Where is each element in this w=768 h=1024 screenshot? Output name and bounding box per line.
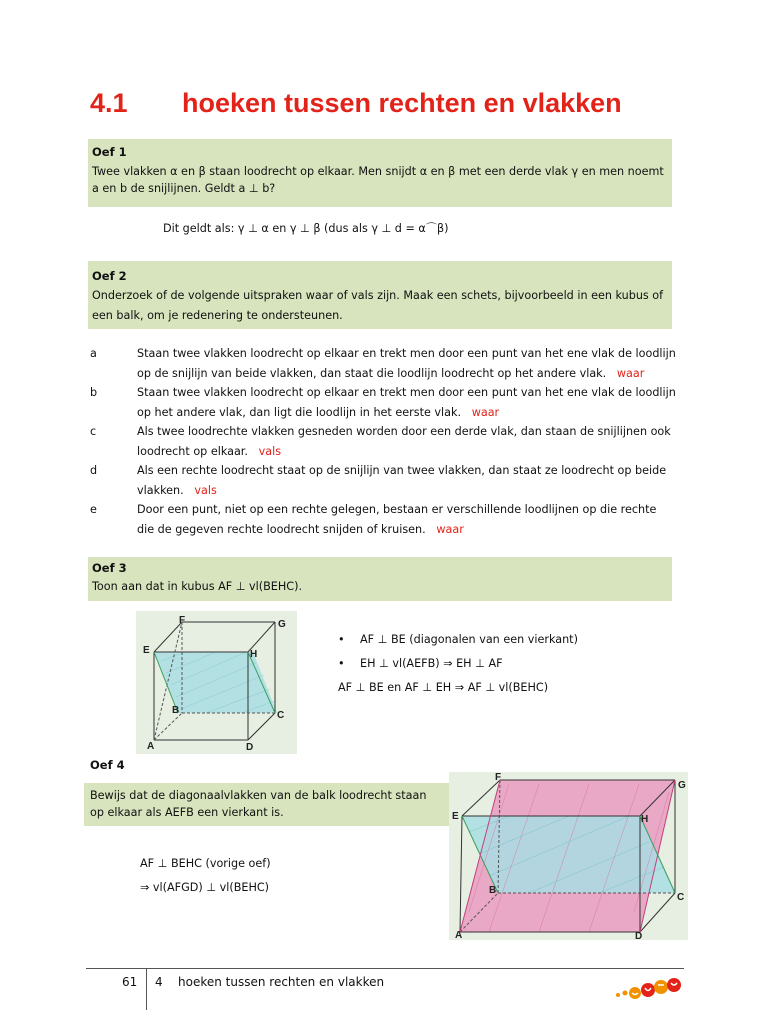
edge-ef <box>154 622 182 652</box>
point-label-e: E <box>452 811 459 822</box>
cuboid-figure <box>449 772 688 940</box>
statement-text: vlakken. <box>137 483 184 497</box>
statement-text: loodrecht op elkaar. <box>137 444 248 458</box>
statement-text: Staan twee vlakken loodrecht op elkaar en trekt men door een punt van het ene vlak de loodlijn <box>137 347 676 360</box>
edge-ab <box>154 713 182 740</box>
statement-answer: vals <box>258 444 282 458</box>
point-label-h: H <box>641 814 649 825</box>
footer-separator <box>146 968 147 1010</box>
point-label-c: C <box>677 892 685 903</box>
edge-hg <box>248 622 275 652</box>
proof-bullet: • EH ⊥ vl(AEFB) ⇒ EH ⊥ AF <box>338 652 678 676</box>
page-title <box>90 88 622 119</box>
statement-text: op het andere vlak, dan ligt die loodlijn in het eerste vlak. <box>137 405 462 419</box>
point-label-f: F <box>179 615 186 626</box>
statement-b <box>90 383 680 422</box>
exercise-1-line1: Twee vlakken α en β staan loodrecht op elkaar. Men snijdt α en β met een derde vlak γ en men noemt <box>92 165 664 178</box>
statement-text: die de gegeven rechte loodrecht snijden of kruisen. <box>137 522 426 536</box>
exercise-1-label: Oef 1 <box>92 145 127 159</box>
point-label-h: H <box>250 649 258 660</box>
proof-conclusion: AF ⊥ BE en AF ⊥ EH ⇒ AF ⊥ vl(BEHC) <box>338 681 549 694</box>
edge-dc <box>248 713 275 740</box>
exercise-3-text: Toon aan dat in kubus AF ⊥ vl(BEHC). <box>92 580 303 593</box>
chapter-number: 4 <box>155 975 163 989</box>
logo-icon <box>610 976 686 1006</box>
publisher-logo <box>610 976 686 1006</box>
exercise-3-label: Oef 3 <box>92 561 127 575</box>
cuboid-diagram <box>449 772 688 940</box>
exercise-4-line2: op elkaar als AEFB een vierkant is. <box>90 806 284 819</box>
exercise-1-answer: Dit geldt als: γ ⊥ α en γ ⊥ β (dus als γ ⊥ d = α⌒β) <box>163 222 449 235</box>
point-label-b: B <box>172 705 180 716</box>
point-label-d: D <box>635 931 643 940</box>
statement-text: op de snijlijn van beide vlakken, dan staat die loodlijn loodrecht op het andere vlak. <box>137 366 607 380</box>
statement-answer: waar <box>471 405 500 419</box>
exercise-2-line1: Onderzoek of de volgende uitspraken waar of vals zijn. Maak een schets, bijvoorbeeld in een kubus of <box>92 289 664 302</box>
section-title: hoeken tussen rechten en vlakken <box>182 88 622 118</box>
chapter-title: hoeken tussen rechten en vlakken <box>178 975 385 989</box>
statement-answer: waar <box>436 522 464 536</box>
plane-behc <box>462 816 676 893</box>
exercise-3-proof <box>338 628 678 698</box>
statement-answer: vals <box>194 483 217 497</box>
edge-ea <box>460 816 462 932</box>
cube-figure <box>136 611 297 754</box>
statement-a <box>90 344 680 383</box>
statement-label: c <box>90 425 97 438</box>
statement-text: Staan twee vlakken loodrecht op elkaar en trekt men door een punt van het ene vlak de loodlijn <box>137 386 676 399</box>
exercise-2-box <box>88 261 672 329</box>
exercise-3-box <box>88 557 672 601</box>
page-number: 61 <box>122 975 138 989</box>
point-label-e: E <box>143 645 150 656</box>
statement-answer: waar <box>616 366 645 380</box>
exercise-4-proof-1: AF ⊥ BEHC (vorige oef) <box>140 857 271 870</box>
point-label-g: G <box>278 619 286 630</box>
cube-diagram <box>136 611 297 754</box>
point-label-b: B <box>489 885 497 896</box>
point-label-f: F <box>495 772 502 783</box>
statement-text: Als een rechte loodrecht staat op de snijlijn van twee vlakken, dan staat ze loodrecht op beide <box>137 464 667 477</box>
section-number: 4.1 <box>90 88 128 118</box>
statement-label: a <box>90 347 97 360</box>
exercise-1-box <box>88 139 672 207</box>
exercise-4-proof-2: ⇒ vl(AFGD) ⊥ vl(BEHC) <box>140 881 270 894</box>
statement-text: Als twee loodrechte vlakken gesneden worden door een derde vlak, dan staan de snijlijnen ook <box>137 425 671 438</box>
exercise-2-label: Oef 2 <box>92 269 127 283</box>
statement-d <box>90 461 680 500</box>
statement-label: d <box>90 464 98 477</box>
exercise-4-label: Oef 4 <box>90 758 125 772</box>
exercise-1-line2: a en b de snijlijnen. Geldt a ⊥ b? <box>92 182 276 195</box>
statement-label: e <box>90 503 97 516</box>
exercise-2-line2: een balk, om je redenering te ondersteunen. <box>92 309 343 322</box>
point-label-a: A <box>147 741 155 752</box>
proof-bullet: • AF ⊥ BE (diagonalen van een vierkant) <box>338 628 678 652</box>
exercise-4-box <box>84 783 450 826</box>
statement-e <box>90 500 680 539</box>
footer-rule <box>86 968 684 969</box>
point-label-a: A <box>455 930 463 940</box>
point-label-d: D <box>246 742 254 753</box>
statement-label: b <box>90 386 98 399</box>
statement-text: Door een punt, niet op een rechte gelegen, bestaan er verschillende loodlijnen op die rechte <box>137 503 657 516</box>
point-label-g: G <box>678 780 686 791</box>
exercise-4-line1: Bewijs dat de diagonaalvlakken van de balk loodrecht staan <box>90 789 427 802</box>
point-label-c: C <box>277 710 285 721</box>
statement-c <box>90 422 680 461</box>
